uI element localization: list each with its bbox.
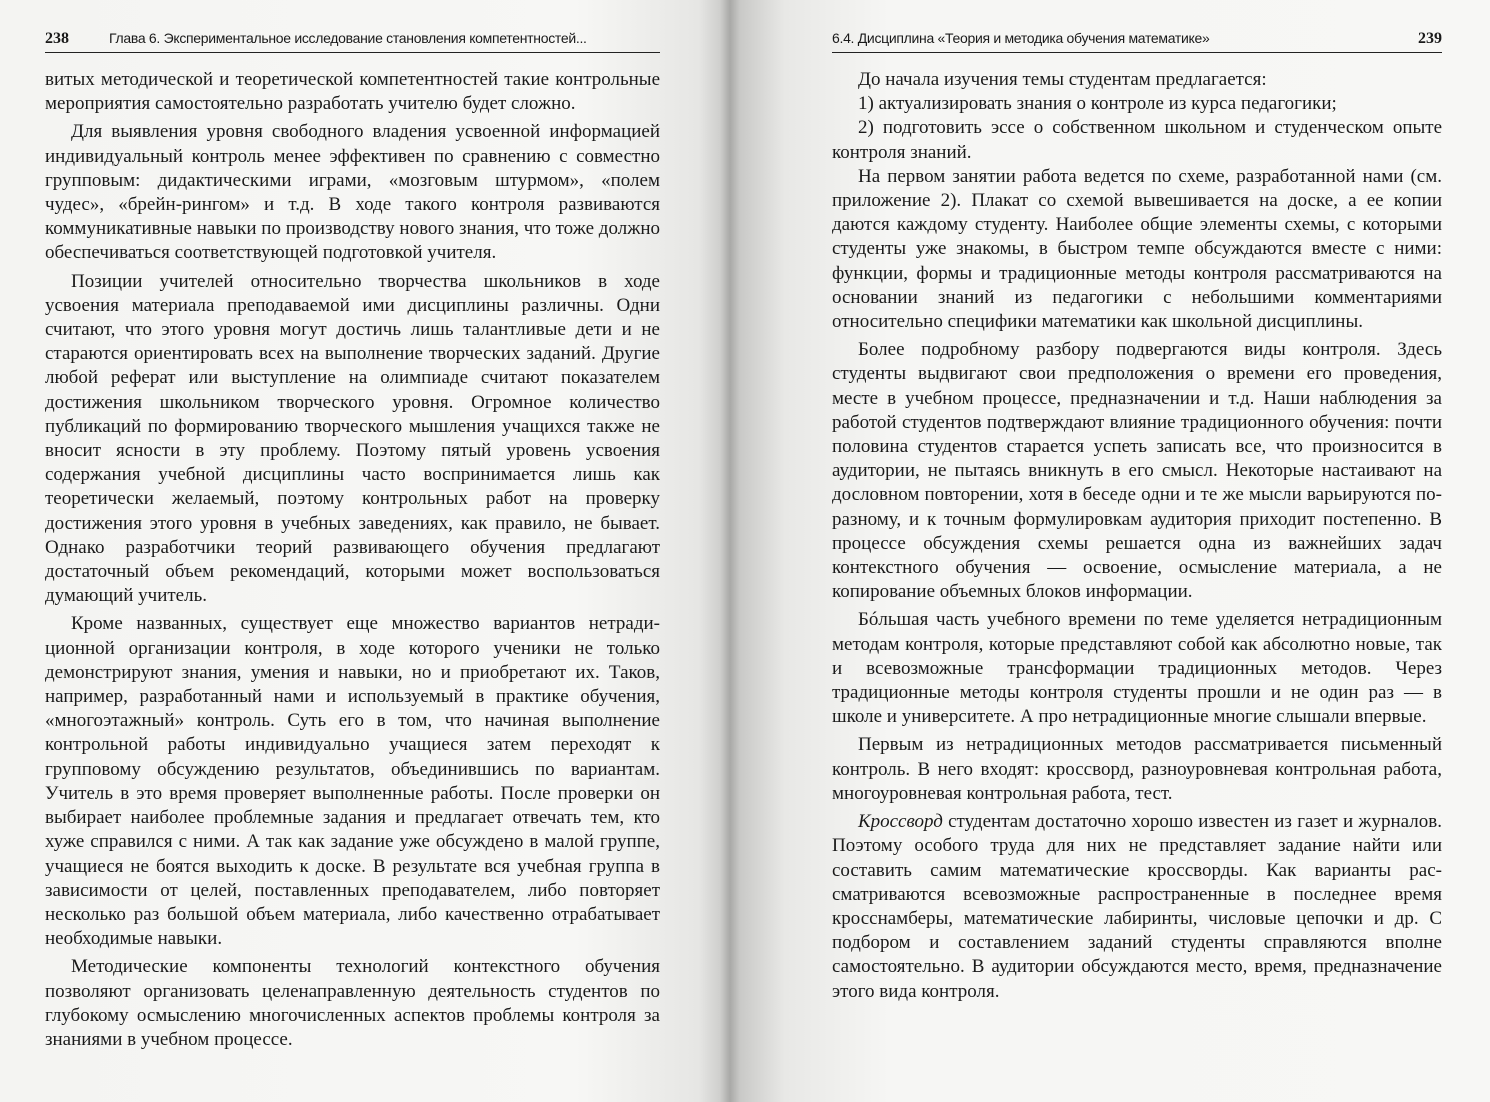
page-number: 239 — [1418, 30, 1442, 47]
paragraph: витых методической и теоретической компетентностей такие контрольные мероприятия самостоятельно разработать учителю будет сложно. — [45, 69, 660, 115]
paragraph — [832, 810, 1442, 1004]
right-body-text — [832, 68, 1442, 1008]
left-page — [0, 0, 720, 1102]
paragraph: Более подробному разбору подвергаются виды контроля. Здесь студенты выдвигают свои предположения о времени его проведения, месте в учебном процессе, предназначении и т.д. Наши наблюдения за работой студентов подтверждают влияние традиционного обучения: почти половина студентов старается успеть записать все, что произносится в аудитории, не пытаясь вникнуть в его смысл. Некоторые настаивают на дословном повторении, хотя в беседе одни и те же мысли варьируются по-разному, и к точным формулировкам аудитория приходит постепенно. В процессе обсуждения схемы решается одна из важнейших задач контекстного обучения — освоение, осмысление материала, а не копирование объемных блоков информации. — [832, 339, 1442, 603]
list-item: 1) актуализировать знания о контроле из курса педагогики; — [858, 93, 1337, 115]
paragraph: Для выявления уровня свободного владения усвоенной информацией индивидуальный контроль менее эффективен по сравнению с совместно групповым: дидактическими играми, «мозговым штурмом», «полем чудес», «брейн-рингом» и т.д. В ходе такого контроля развиваются коммуникативные навыки по производству нового знания, что тоже должно обеспечиваться соответствующей подготовкой учителя. — [45, 121, 660, 264]
chapter-title: Глава 6. Экспериментальное исследование становления компетентностей... — [109, 30, 587, 46]
paragraph: Первым из нетрадиционных методов рассматривается письменный контроль. В него входят: кроссворд, разноуровневая контрольная работа, многоуровневая контрольная работа, тест. — [832, 734, 1442, 804]
paragraph: На первом занятии работа ведется по схеме, разработанной нами (см. приложение 2). Плакат со схемой вывешивается на доске, а ее копии даются каждому студенту. Наиболее общие элементы схемы, с которыми студенты уже знакомы, в быстром темпе обсуждаются вместе с ними: функции, формы и традиционные методы контроля рассматриваются на основании знаний из педагогики с небольшими комментариями относительно специфики математики как школьной дисциплины. — [832, 165, 1442, 333]
paragraph-text: студентам достаточно хорошо известен из газет и журналов. Поэтому особого труда для них не представляет задание найти или составить самим математические кроссворды. Как варианты рассматриваются всевозможные распространенные в последнее время кросснамберы, математические лабиринты, числовые цепочки и др. С подбором и составлением заданий студенты справляются вполне самостоятельно. В аудитории обсуждаются место, время, предназначение этого вида контроля. — [832, 811, 1442, 1002]
left-running-head — [45, 30, 660, 53]
paragraph: Позиции учителей относительно творчества школьников в ходе усвоения материала преподаваемой ими дисциплины различны. Одни считают, что этого уровня могут достичь лишь талантливые дети и не стараются ориентировать всех на выполнение творческих заданий. Другие любой реферат или выступление на олимпиаде считают показателем достижения школьником творческого уровня. Огромное количество публикаций по формированию творческого мышления учащихся также не вносит ясности в эту проблему. Поэтому пятый уровень усвоения содержания учебной дисциплины часто воспринимается лишь как теоретически желаемый, поэтому контрольных работ на проверку достижения этого уровня в учебных заведениях, как правило, не бывает. Однако разработчики теорий развивающего обучения предлагают достаточный объем рекомендаций, которыми может воспользоваться думающий учитель. — [45, 270, 660, 607]
page-number: 238 — [45, 30, 69, 47]
paragraph: Кроме названных, существует еще множество вариантов нетрадиционной организации контроля, в ходе которого ученики не только демонстрируют знания, умения и навыки, но и приобретают их. Таков, например, разработанный нами и используемый в практике обучения, «многоэтажный» контроль. Суть его в том, что начиная выполнение контрольной работы индивидуально учащиеся затем переходят к групповому обсуждению результатов, объединившись по вариантам. Учитель в это время проверяет выполненные работы. После проверки он выбирает наиболее проблемные задания и предлагает отвечать тем, кто хуже справился с ними. А так как задание уже обсуждено в малой группе, учащиеся не боятся выходить к доске. В результате вся учебная группа в зависимости от целей, поставленных преподавателем, либо повторяет несколько раз большой объем материала, либо качественно отрабатывает необходимые навыки. — [45, 613, 660, 950]
left-body-text — [45, 68, 660, 1056]
book-gutter — [720, 0, 740, 1102]
term-crossword: Кроссворд — [858, 811, 943, 833]
intro-line: До начала изучения темы студентам предлагается: — [858, 69, 1267, 90]
section-title: 6.4. Дисциплина «Теория и методика обучения математике» — [832, 30, 1210, 46]
right-running-head — [832, 30, 1442, 53]
paragraph: Бóльшая часть учебного времени по теме уделяется нетрадиционным методам контроля, которые представляют собой как абсолютно новые, так и всевозможные трансформации традиционных методов. Через традиционные методы контроля студенты прошли и не один раз — в школе и университете. А про нетрадиционные многие слышали впервые. — [832, 609, 1442, 728]
paragraph: Методические компоненты технологий контекстного обучения позволяют организовать целенаправленную деятельность студентов по глубокому осмыслению многочисленных аспектов проблемы контроля за знаниями в учебном процессе. — [45, 956, 660, 1050]
right-page — [740, 0, 1490, 1102]
list-item: 2) подготовить эссе о собственном школьном и студенческом опыте контроля знаний. — [832, 117, 1442, 163]
